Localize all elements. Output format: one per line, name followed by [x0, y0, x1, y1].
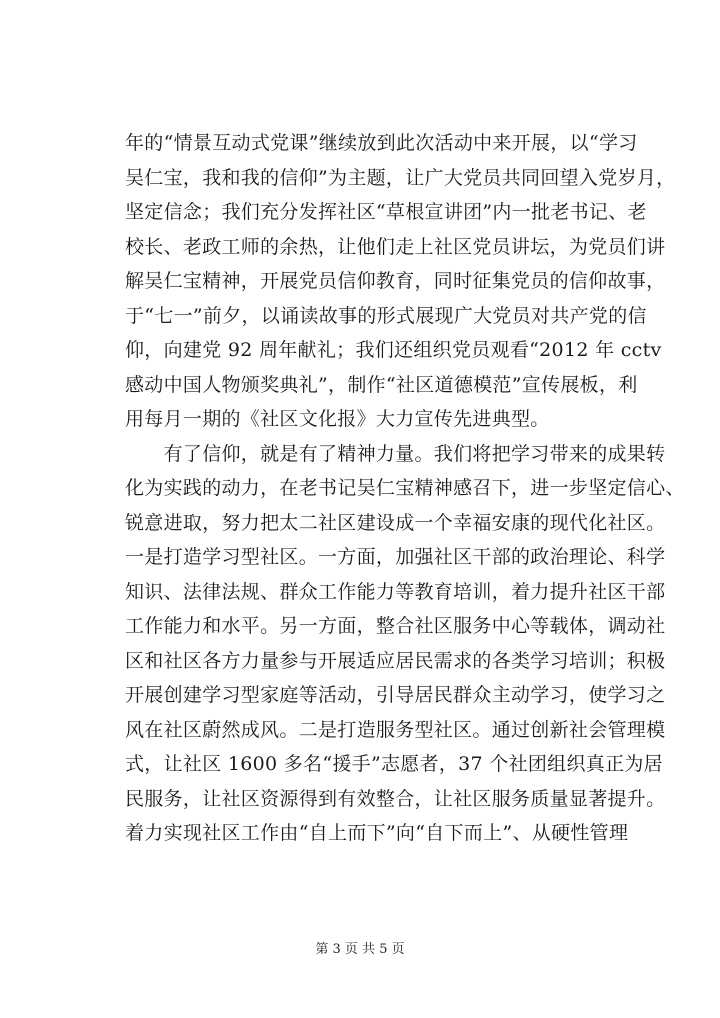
page-footer: 第 3 页 共 5 页 — [315, 942, 405, 957]
text-line: 解吴仁宝精神，开展党员信仰教育，同时征集党员的信仰故事， — [125, 270, 666, 292]
text-line: 知识、法律法规、群众工作能力等教育培训，着力提升社区干部 — [125, 580, 666, 603]
text-line: 锐意进取，努力把太二社区建设成一个幸福安康的现代化社区。 — [125, 511, 666, 534]
text-line: 开展创建学习型家庭等活动，引导居民群众主动学习，使学习之 — [125, 684, 666, 706]
text-line: 校长、老政工师的余热，让他们走上社区党员讲坛，为党员们讲 — [125, 235, 666, 258]
text-line: 工作能力和水平。另一方面，整合社区服务中心等载体，调动社 — [125, 615, 666, 637]
body-text — [125, 126, 685, 851]
text-line: 吴仁宝，我和我的信仰”为主题，让广大党员共同回望入党岁月， — [125, 166, 676, 189]
text-line-paragraph-start: 有了信仰，就是有了精神力量。我们将把学习带来的成果转 — [125, 442, 666, 465]
text-line: 式，让社区 1600 多名“援手”志愿者，37 个社团组织真正为居 — [125, 753, 663, 775]
text-line: 感动中国人物颁奖典礼”，制作“社区道德模范”宣传展板，利 — [125, 373, 638, 396]
text-line: 化为实践的动力，在老书记吴仁宝精神感召下，进一步坚定信心、 — [125, 477, 685, 499]
text-line: 风在社区蔚然成风。二是打造服务型社区。通过创新社会管理模 — [125, 718, 666, 741]
text-line: 坚定信念；我们充分发挥社区“草根宣讲团”内一批老书记、老 — [125, 201, 647, 223]
text-line: 着力实现社区工作由“自上而下”向“自下而上”、从硬性管理 — [125, 822, 629, 844]
text-line-paragraph-end: 用每月一期的《社区文化报》大力宣传先进典型。 — [125, 408, 550, 430]
text-line: 一是打造学习型社区。一方面，加强社区干部的政治理论、科学 — [125, 546, 666, 568]
text-line: 仰，向建党 92 周年献礼；我们还组织党员观看“2012 年 cctv — [125, 339, 662, 361]
text-line: 于“七一”前夕，以诵读故事的形式展现广大党员对共产党的信 — [125, 304, 647, 327]
text-line: 年的“情景互动式党课”继续放到此次活动中来开展，以“学习 — [125, 132, 638, 154]
text-line: 民服务，让社区资源得到有效整合，让社区服务质量显著提升。 — [125, 787, 666, 810]
text-line: 区和社区各方力量参与开展适应居民需求的各类学习培训；积极 — [125, 649, 666, 672]
